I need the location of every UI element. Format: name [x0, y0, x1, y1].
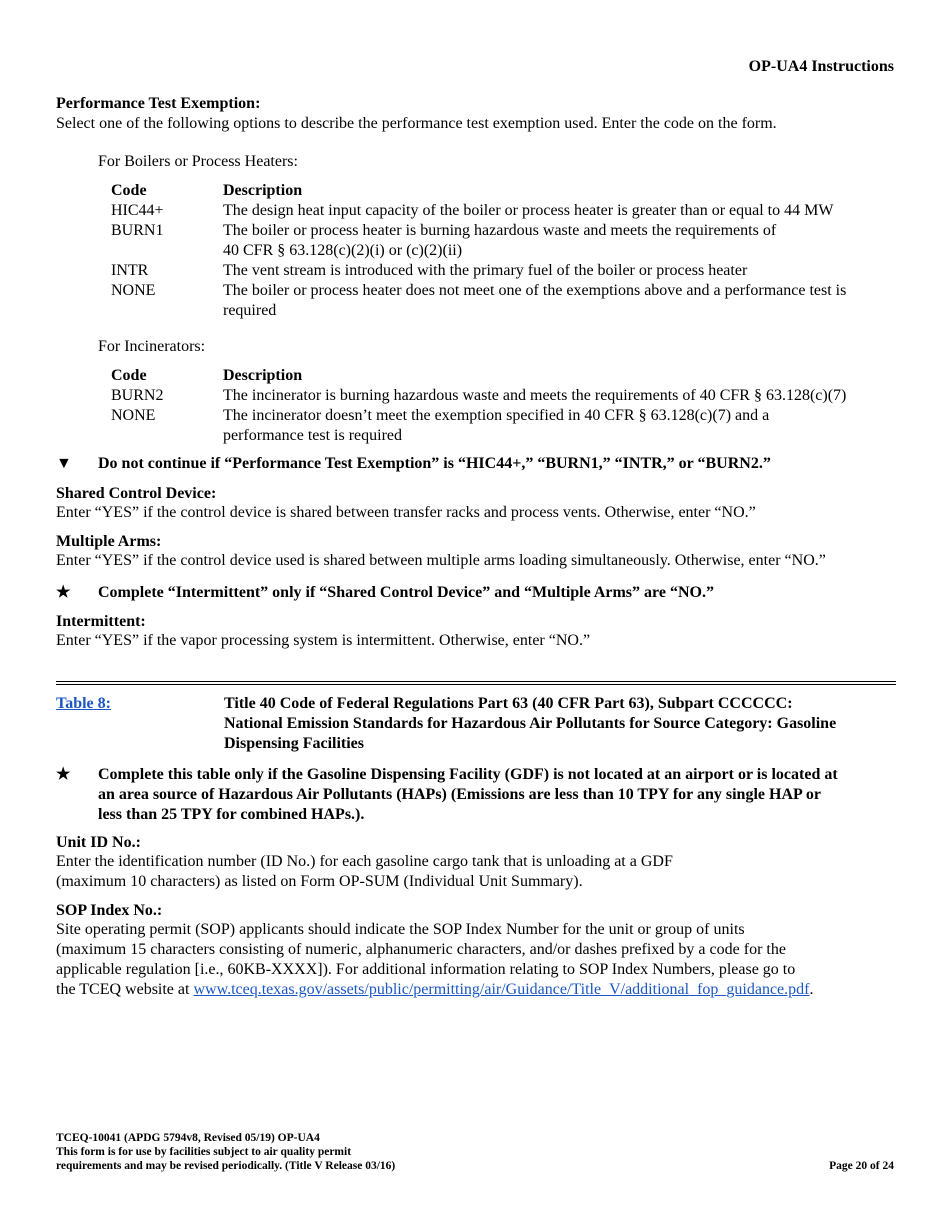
star-icon: ★	[56, 584, 71, 601]
fop-guidance-link[interactable]: www.tceq.texas.gov/assets/public/permitting/air/Guidance/Title_V/additional_fop_guidance.pdf	[193, 981, 810, 998]
code-column-header: Code	[111, 367, 147, 384]
table-row	[111, 201, 893, 221]
shared-control-text: Enter “YES” if the control device is shared between transfer racks and process vents. Otherwise, enter “NO.”	[56, 504, 756, 521]
code-cell: HIC44+	[111, 202, 164, 219]
code-cell: NONE	[111, 282, 156, 299]
shared-control-heading: Shared Control Device:	[56, 485, 217, 502]
boilers-code-table	[111, 181, 893, 321]
text-line	[56, 980, 896, 1000]
footer-note-line: requirements and may be revised periodically. (Title V Release 03/16)	[56, 1160, 396, 1172]
description-cell: The incinerator is burning hazardous waste and meets the requirements of 40 CFR § 63.128(c)(7)	[223, 387, 847, 404]
description-line: performance test is required	[223, 427, 403, 444]
page-header-title: OP-UA4 Instructions	[748, 58, 894, 75]
description-cell: The vent stream is introduced with the primary fuel of the boiler or process heater	[223, 262, 748, 279]
text-line: applicable regulation [i.e., 60KB-XXXX]). For additional information relating to SOP Index Numbers, please go to	[56, 961, 796, 978]
intermittent-text: Enter “YES” if the vapor processing system is intermittent. Otherwise, enter “NO.”	[56, 632, 591, 649]
note-line: an area source of Hazardous Air Pollutants (HAPs) (Emissions are less than 10 TPY for any single HAP or	[98, 786, 821, 803]
sop-index-text	[56, 920, 896, 1000]
description-line: The boiler or process heater is burning hazardous waste and meets the requirements of	[223, 222, 777, 239]
description-line: The incinerator doesn’t meet the exemption specified in 40 CFR § 63.128(c)(7) and a	[223, 407, 770, 424]
gdf-note	[98, 765, 898, 825]
table-8-title	[224, 694, 896, 754]
code-column-header: Code	[111, 182, 147, 199]
text-line: (maximum 10 characters) as listed on Form OP-SUM (Individual Unit Summary).	[56, 873, 583, 890]
code-cell: BURN2	[111, 387, 164, 404]
table-row	[111, 406, 893, 446]
note-line: Complete this table only if the Gasoline Dispensing Facility (GDF) is not located at an airport or is located at	[98, 766, 838, 783]
text-fragment: .	[809, 981, 814, 998]
description-cell: The design heat input capacity of the boiler or process heater is greater than or equal to 44 MW	[223, 202, 834, 219]
description-line: required	[223, 302, 277, 319]
description-cell	[223, 221, 893, 261]
intermittent-note: Complete “Intermittent” only if “Shared Control Device” and “Multiple Arms” are “NO.”	[98, 584, 714, 601]
code-cell: INTR	[111, 262, 149, 279]
description-cell	[223, 406, 893, 446]
star-icon: ★	[56, 766, 71, 783]
incinerators-code-table	[111, 366, 893, 446]
description-line: The boiler or process heater does not meet one of the exemptions above and a performance test is	[223, 282, 847, 299]
incinerators-label: For Incinerators:	[98, 338, 206, 355]
description-column-header: Description	[223, 367, 303, 384]
table-8-link[interactable]: Table 8:	[56, 695, 111, 712]
text-line: Site operating permit (SOP) applicants should indicate the SOP Index Number for the unit or group of units	[56, 921, 745, 938]
code-cell: BURN1	[111, 222, 164, 239]
title-line: Dispensing Facilities	[224, 735, 365, 752]
description-cell	[223, 281, 893, 321]
table-row	[111, 261, 893, 281]
page-number: Page 20 of 24	[829, 1160, 894, 1172]
text-line: (maximum 15 characters consisting of numeric, alphanumeric characters, and/or dashes prefixed by a code for the	[56, 941, 786, 958]
stop-note: Do not continue if “Performance Test Exemption” is “HIC44+,” “BURN1,” “INTR,” or “BURN2.”	[98, 455, 771, 472]
table-header-row	[111, 181, 893, 201]
document-page	[56, 0, 896, 1230]
footer-form-id: TCEQ-10041 (APDG 5794v8, Revised 05/19) OP-UA4	[56, 1132, 320, 1144]
performance-test-intro: Select one of the following options to describe the performance test exemption used. Enter the code on the form.	[56, 115, 777, 132]
code-cell: NONE	[111, 407, 156, 424]
multiple-arms-text: Enter “YES” if the control device used is shared between multiple arms loading simultaneously. Otherwise, enter “NO.”	[56, 552, 826, 569]
page-footer	[56, 1131, 896, 1173]
table-header-row	[111, 366, 893, 386]
title-line: Title 40 Code of Federal Regulations Part 63 (40 CFR Part 63), Subpart CCCCCC:	[224, 695, 793, 712]
section-divider	[56, 684, 896, 685]
footer-note-line: This form is for use by facilities subject to air quality permit	[56, 1146, 352, 1158]
description-line: 40 CFR § 63.128(c)(2)(i) or (c)(2)(ii)	[223, 242, 463, 259]
performance-test-heading: Performance Test Exemption:	[56, 95, 261, 112]
down-triangle-icon: ▼	[56, 455, 72, 472]
unit-id-heading: Unit ID No.:	[56, 834, 141, 851]
boilers-label: For Boilers or Process Heaters:	[98, 153, 298, 170]
note-line: less than 25 TPY for combined HAPs.).	[98, 806, 365, 823]
section-divider	[56, 681, 896, 682]
intermittent-heading: Intermittent:	[56, 613, 146, 630]
description-column-header: Description	[223, 182, 303, 199]
text-fragment: the TCEQ website at	[56, 981, 194, 998]
unit-id-text	[56, 852, 896, 892]
table-row	[111, 386, 893, 406]
table-row	[111, 281, 893, 321]
sop-index-heading: SOP Index No.:	[56, 902, 163, 919]
table-row	[111, 221, 893, 261]
title-line: National Emission Standards for Hazardous Air Pollutants for Source Category: Gasoline	[224, 715, 837, 732]
multiple-arms-heading: Multiple Arms:	[56, 533, 162, 550]
text-line: Enter the identification number (ID No.) for each gasoline cargo tank that is unloading at a GDF	[56, 853, 673, 870]
